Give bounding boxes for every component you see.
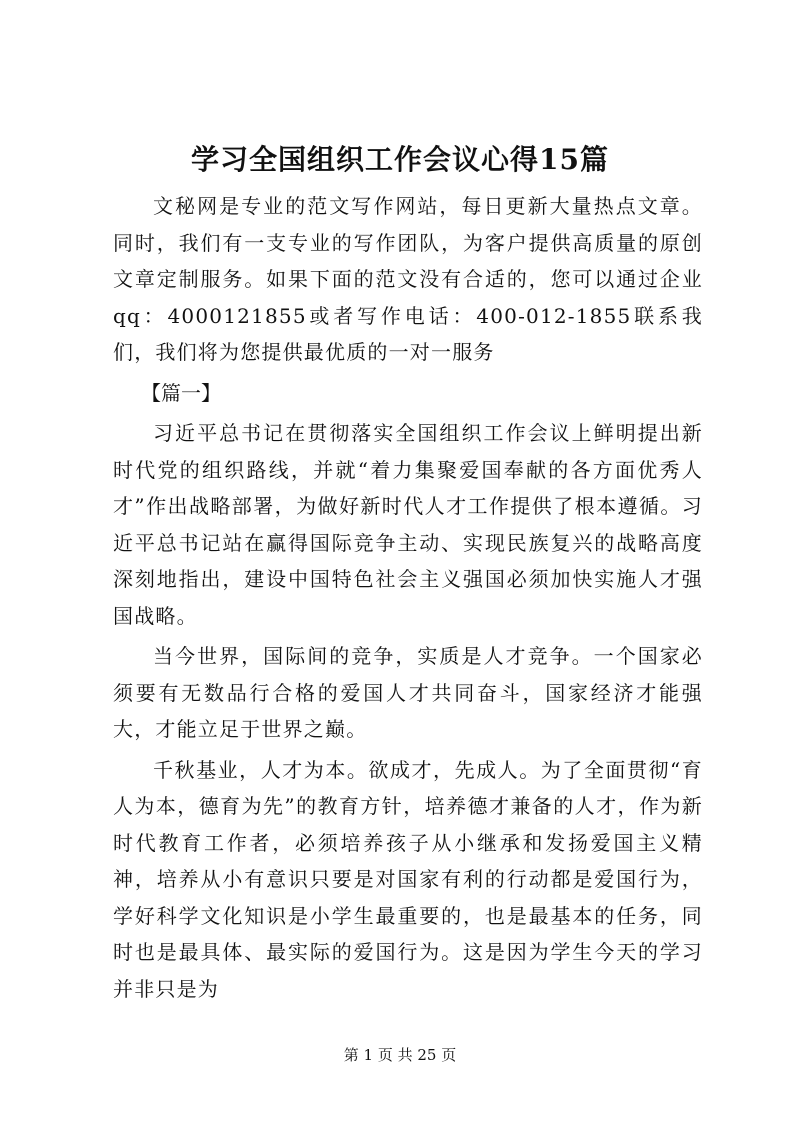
page-footer: 第 1 页 共 25 页 bbox=[343, 1046, 457, 1064]
document-body bbox=[113, 188, 703, 1007]
intro-paragraph: 文秘网是专业的范文写作网站，每日更新大量热点文章。同时，我们有一支专业的写作团队，为客户提供高质量的原创文章定制服务。如果下面的范文没有合适的，您可以通过企业qq：4000121855或者写作电话：400-012-1855联系我们，我们将为您提供最优质的一对一服务 bbox=[113, 194, 703, 364]
section-heading: 【篇一】 bbox=[141, 380, 221, 405]
body-paragraph: 当今世界，国际间的竞争，实质是人才竞争。一个国家必须要有无数品行合格的爱国人才共同奋斗，国家经济才能强大，才能立足于世界之巅。 bbox=[113, 644, 703, 741]
body-paragraph: 千秋基业，人才为本。欲成才，先成人。为了全面贯彻“育人为本，德育为先”的教育方针，培养德才兼备的人才，作为新时代教育工作者，必须培养孩子从小继承和发扬爱国主义精神，培养从小有意识只要是对国家有利的行动都是爱国行为，学好科学文化知识是小学生最重要的，也是最基本的任务，同时也是最具体、最实际的爱国行为。这是因为学生今天的学习并非只是为 bbox=[113, 757, 703, 1001]
body-paragraph: 习近平总书记在贯彻落实全国组织工作会议上鲜明提出新时代党的组织路线，并就“着力集聚爱国奉献的各方面优秀人才”作出战略部署，为做好新时代人才工作提供了根本遵循。习近平总书记站在赢得国际竞争主动、实现民族复兴的战略高度深刻地指出，建设中国特色社会主义强国必须加快实施人才强国战略。 bbox=[113, 421, 703, 628]
document-title: 学习全国组织工作会议心得15篇 bbox=[191, 143, 609, 176]
